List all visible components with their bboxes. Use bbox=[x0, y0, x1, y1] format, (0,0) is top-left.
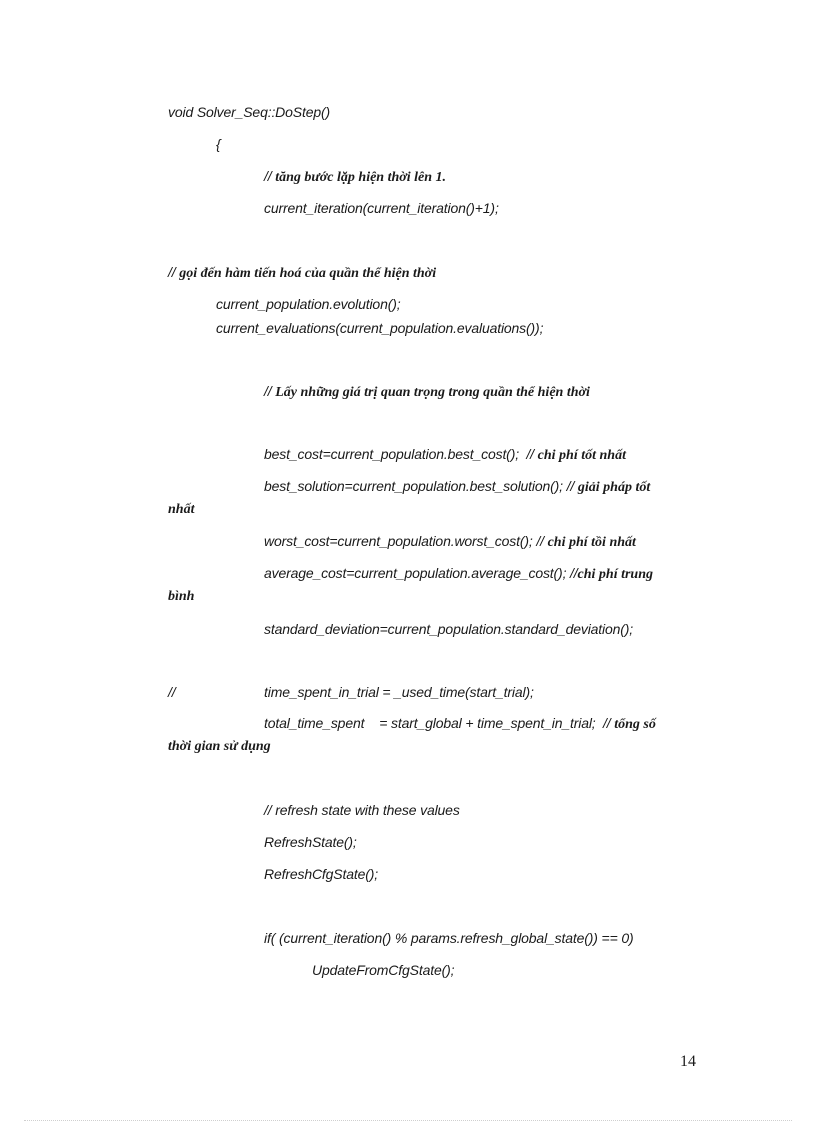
comment-wrap: bình bbox=[168, 589, 195, 604]
comment-text: chi phí tốt nhất bbox=[537, 448, 626, 463]
code-text: best_cost=current_population.best_cost(); // bbox=[264, 446, 538, 462]
code-text: total_time_spent = start_global + time_spent_in_trial; // bbox=[264, 715, 615, 731]
code-line: UpdateFromCfgState(); bbox=[312, 962, 455, 978]
comment-line bbox=[168, 262, 436, 284]
comment-wrap: nhất bbox=[168, 502, 195, 517]
page-number: 14 bbox=[680, 1053, 696, 1070]
code-line-total-time bbox=[264, 713, 656, 735]
comment-text: gọi đến hàm tiến hoá của quần thể hiện thời bbox=[179, 266, 437, 281]
code-line-best-solution bbox=[264, 476, 650, 498]
code-text: average_cost=current_population.average_cost(); // bbox=[264, 565, 578, 581]
code-line: current_iteration(current_iteration()+1); bbox=[264, 200, 499, 216]
comment-prefix: // bbox=[264, 383, 276, 399]
code-line-average-cost bbox=[264, 563, 653, 585]
comment-text: giải pháp tốt bbox=[577, 480, 651, 495]
comment-line bbox=[264, 166, 446, 188]
commented-prefix: // bbox=[168, 684, 176, 700]
comment-prefix: // bbox=[168, 264, 180, 280]
code-line: // refresh state with these values bbox=[264, 802, 460, 818]
comment-text: chi phí tồi nhất bbox=[547, 535, 636, 550]
code-line-worst-cost bbox=[264, 531, 636, 553]
code-text: best_solution=current_population.best_solution(); // bbox=[264, 478, 578, 494]
code-line: current_population.evolution(); bbox=[216, 296, 401, 312]
code-line: time_spent_in_trial = _used_time(start_trial); bbox=[264, 684, 534, 700]
open-brace: { bbox=[216, 136, 221, 152]
comment-text: Lấy những giá trị quan trọng trong quần thể hiện thời bbox=[275, 385, 590, 400]
code-line: current_evaluations(current_population.evaluations()); bbox=[216, 320, 544, 336]
code-line: RefreshState(); bbox=[264, 834, 357, 850]
comment-wrap: thời gian sử dụng bbox=[168, 739, 271, 754]
page-bottom-border bbox=[24, 1120, 792, 1121]
code-text: worst_cost=current_population.worst_cost(); // bbox=[264, 533, 548, 549]
comment-text: tăng bước lặp hiện thời lên 1. bbox=[275, 170, 447, 185]
comment-prefix: // bbox=[264, 168, 276, 184]
code-line-best-cost bbox=[264, 444, 626, 466]
comment-text: tổng số bbox=[614, 717, 656, 732]
code-line: RefreshCfgState(); bbox=[264, 866, 379, 882]
code-line: standard_deviation=current_population.standard_deviation(); bbox=[264, 621, 634, 637]
comment-text: chi phí trung bbox=[577, 567, 654, 582]
comment-line bbox=[264, 381, 590, 403]
function-signature: void Solver_Seq::DoStep() bbox=[168, 104, 331, 120]
code-line: if( (current_iteration() % params.refresh_global_state()) == 0) bbox=[264, 930, 634, 946]
